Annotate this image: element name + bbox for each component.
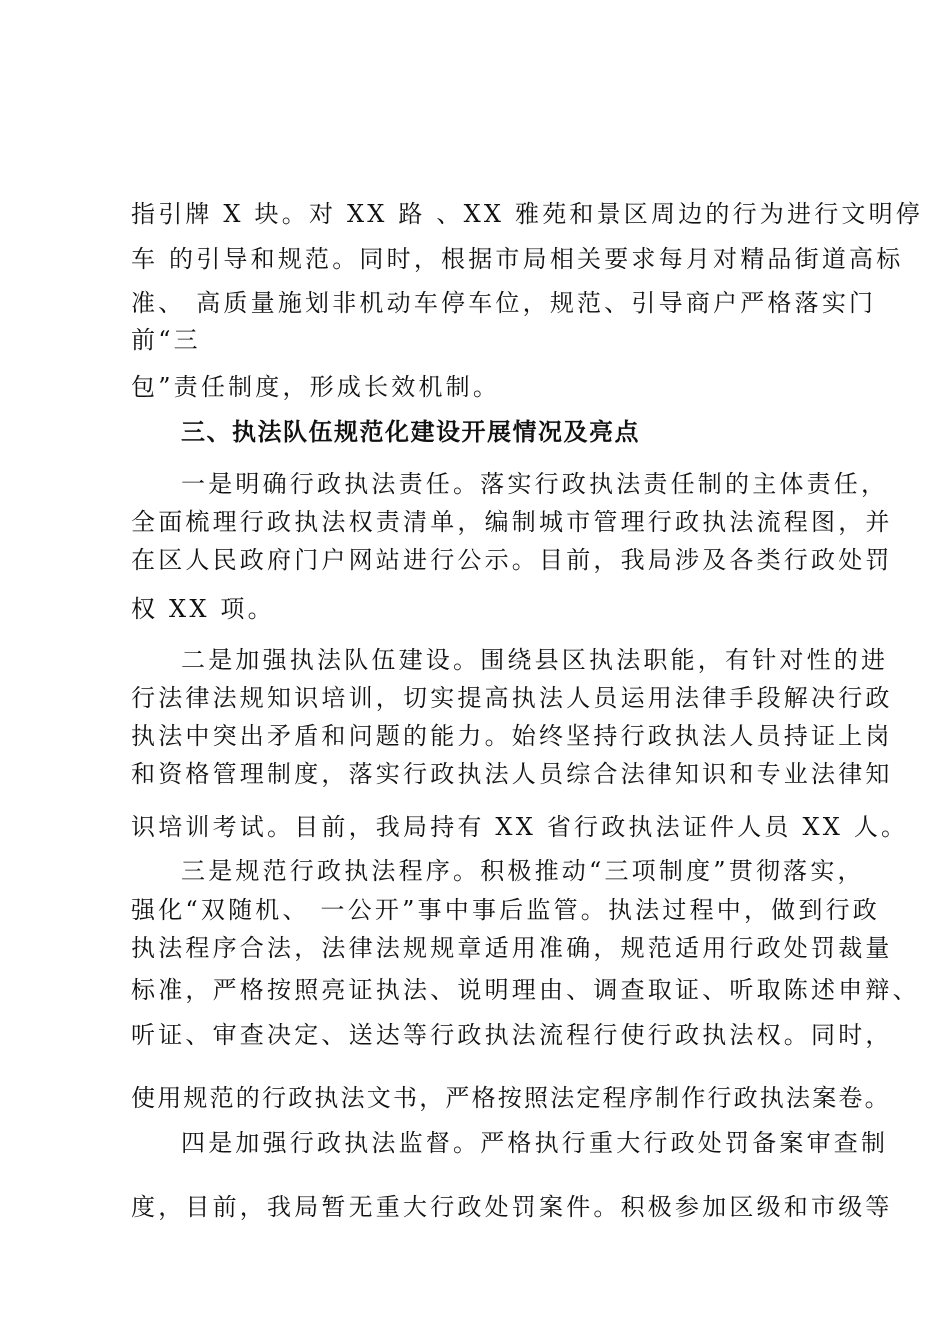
paragraph-line: 包”责任制度，形成长效机制。: [131, 373, 501, 401]
section-heading: 三、执法队伍规范化建设开展情况及亮点: [181, 418, 640, 446]
paragraph-line: 执法程序合法，法律法规规章适用准确，规范适用行政处罚裁量: [131, 934, 893, 962]
paragraph-line: 标准，严格按照亮证执法、说明理由、调查取证、听取陈述申辩、: [131, 976, 920, 1004]
paragraph-line: 四是加强行政执法监督。严格执行重大行政处罚备案审查制: [181, 1129, 889, 1157]
paragraph-line: 听证、审查决定、送达等行政执法流程行使行政执法权。同时，: [131, 1021, 893, 1049]
paragraph-line: 二是加强执法队伍建设。围绕县区执法职能，有针对性的进: [181, 646, 889, 674]
paragraph-line: 行法律法规知识培训，切实提高执法人员运用法律手段解决行政: [131, 684, 893, 712]
paragraph-line: 权 XX 项。: [131, 595, 275, 623]
paragraph-line: 一是明确行政执法责任。落实行政执法责任制的主体责任，: [181, 470, 889, 498]
paragraph-line: 准、 高质量施划非机动车停车位，规范、引导商户严格落实门: [131, 289, 877, 317]
paragraph-line: 识培训考试。目前，我局持有 XX 省行政执法证件人员 XX 人。: [131, 813, 909, 841]
paragraph-line: 使用规范的行政执法文书，严格按照法定程序制作行政执法案卷。: [131, 1084, 891, 1112]
paragraph-line: 度，目前，我局暂无重大行政处罚案件。积极参加区级和市级等: [131, 1193, 893, 1221]
paragraph-line: 和资格管理制度，落实行政执法人员综合法律知识和专业法律知: [131, 760, 893, 788]
paragraph-line: 强化“双随机、 一公开”事中事后监管。执法过程中，做到行政: [131, 896, 880, 924]
paragraph-line: 车 的引导和规范。同时，根据市局相关要求每月对精品街道高标: [131, 245, 904, 273]
paragraph-line: 三是规范行政执法程序。积极推动“三项制度”贯彻落实，: [181, 857, 865, 885]
paragraph-line: 前“三: [131, 326, 201, 354]
paragraph-line: 执法中突出矛盾和问题的能力。始终坚持行政执法人员持证上岗: [131, 722, 893, 750]
paragraph-line: 指引牌 X 块。对 XX 路 、XX 雅苑和景区周边的行为进行文明停: [131, 200, 924, 228]
paragraph-line: 全面梳理行政执法权责清单，编制城市管理行政执法流程图，并: [131, 508, 893, 536]
paragraph-line: 在区人民政府门户网站进行公示。目前，我局涉及各类行政处罚: [131, 546, 893, 574]
